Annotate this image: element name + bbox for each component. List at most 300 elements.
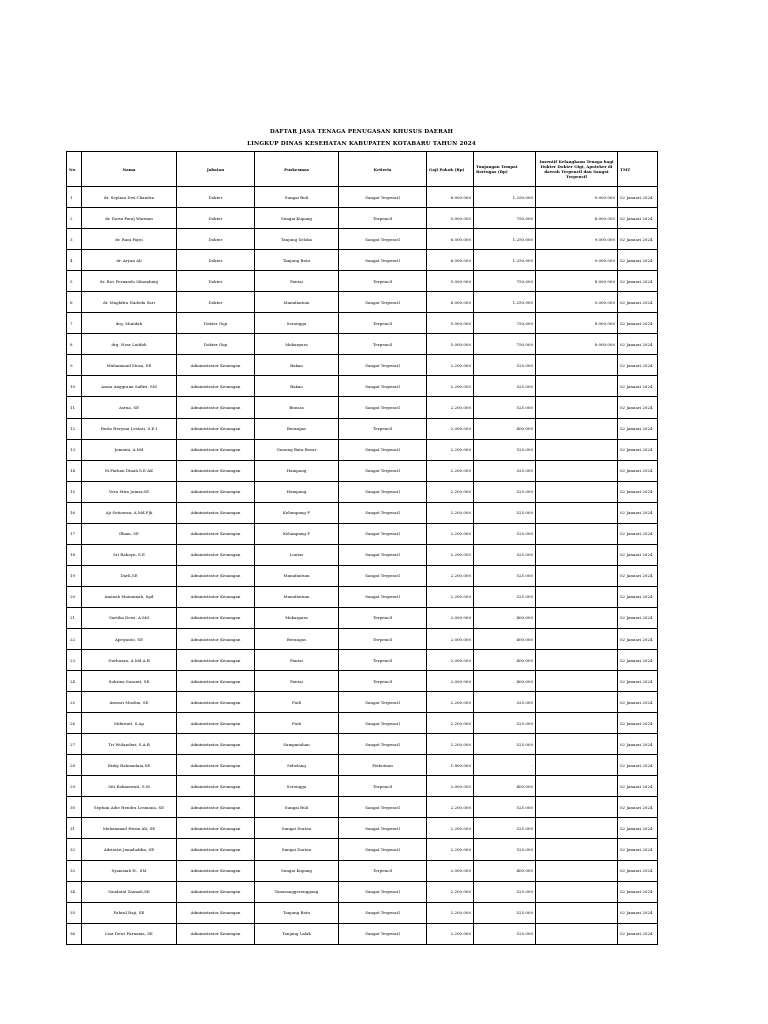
cell-no: 29: [67, 776, 82, 797]
cell-puskesmas: Tanasanggerenggang: [255, 881, 339, 902]
cell-tmt: 02 Januari 2024: [618, 502, 658, 523]
cell-puskesmas: Mekarpura: [255, 334, 339, 355]
cell-nama: Anwari Muslim, SE: [82, 692, 177, 713]
cell-jabatan: Dokter: [177, 229, 255, 250]
cell-tmt: 02 Januari 2024: [618, 797, 658, 818]
table-row: [67, 460, 658, 481]
cell-insentif: [536, 544, 618, 565]
cell-jabatan: Administrator Keuangan: [177, 818, 255, 839]
cell-nama: dr. Septian Dwi Chandra: [82, 187, 177, 208]
cell-no: 5: [67, 271, 82, 292]
cell-tmt: 02 Januari 2024: [618, 692, 658, 713]
cell-gaji: 2.000.000: [427, 671, 474, 692]
cell-puskesmas: Kelumpang P: [255, 523, 339, 544]
cell-jabatan: Administrator Keuangan: [177, 481, 255, 502]
cell-gaji: 2.000.000: [427, 776, 474, 797]
title-line-2: LINGKUP DINAS KESEHATAN KABUPATEN KOTABARU TAHUN 2024: [247, 141, 476, 147]
cell-no: 34: [67, 881, 82, 902]
cell-nama: Fahrul Raji, SE: [82, 902, 177, 923]
cell-tunjangan: 400.000: [474, 418, 536, 439]
cell-gaji: 2.200.000: [427, 376, 474, 397]
cell-no: 2: [67, 208, 82, 229]
cell-insentif: [536, 776, 618, 797]
cell-gaji: 2.200.000: [427, 818, 474, 839]
cell-nama: Jumaini, A.Md: [82, 439, 177, 460]
cell-jabatan: Administrator Keuangan: [177, 439, 255, 460]
cell-gaji: 2.200.000: [427, 713, 474, 734]
cell-insentif: [536, 460, 618, 481]
table-row: [67, 376, 658, 397]
cell-tunjangan: -: [474, 755, 536, 776]
cell-jabatan: Dokter: [177, 208, 255, 229]
cell-tmt: 02 Januari 2024: [618, 776, 658, 797]
cell-tunjangan: 525.000: [474, 839, 536, 860]
cell-puskesmas: Serongga: [255, 313, 339, 334]
table-row: [67, 502, 658, 523]
cell-insentif: [536, 755, 618, 776]
cell-tunjangan: 750.000: [474, 271, 536, 292]
table-row: [67, 271, 658, 292]
cell-insentif: [536, 839, 618, 860]
personnel-table: [66, 151, 658, 945]
cell-kriteria: Terpencil: [339, 776, 427, 797]
cell-gaji: 2.000.000: [427, 418, 474, 439]
cell-tunjangan: 1.250.000: [474, 292, 536, 313]
cell-nama: Rizky Rahmadani,SE: [82, 755, 177, 776]
cell-nama: drg. Nasr Latifah: [82, 334, 177, 355]
cell-insentif: [536, 692, 618, 713]
cell-jabatan: Administrator Keuangan: [177, 713, 255, 734]
cell-tmt: 02 Januari 2024: [618, 460, 658, 481]
table-row: [67, 586, 658, 607]
cell-puskesmas: Manufantum: [255, 292, 339, 313]
cell-tmt: 02 Januari 2024: [618, 208, 658, 229]
cell-tunjangan: 750.000: [474, 313, 536, 334]
cell-insentif: 9.000.000: [536, 187, 618, 208]
cell-no: 1: [67, 187, 82, 208]
cell-gaji: 5.000.000: [427, 313, 474, 334]
table-row: [67, 544, 658, 565]
cell-no: 15: [67, 481, 82, 502]
cell-tmt: 02 Januari 2024: [618, 376, 658, 397]
cell-gaji: 5.000.000: [427, 334, 474, 355]
cell-nama: Apriyanto, SE: [82, 628, 177, 649]
cell-kriteria: Sangat Terpencil: [339, 292, 427, 313]
cell-kriteria: Sangat Terpencil: [339, 839, 427, 860]
header-jabatan: Jabatan: [177, 152, 255, 187]
cell-nama: Norhasan, A.Md.A.B: [82, 650, 177, 671]
cell-puskesmas: Hampang: [255, 460, 339, 481]
cell-nama: drg. Munifah: [82, 313, 177, 334]
cell-puskesmas: Gunung Batu Besar: [255, 439, 339, 460]
cell-tmt: 02 Januari 2024: [618, 187, 658, 208]
cell-gaji: 5.000.000: [427, 208, 474, 229]
cell-insentif: 9.000.000: [536, 229, 618, 250]
cell-puskesmas: Pantai: [255, 671, 339, 692]
header-puskesmas: Puskesmas: [255, 152, 339, 187]
cell-kriteria: Sangat Terpencil: [339, 523, 427, 544]
cell-nama: dr. Rici Fernando Sihombing: [82, 271, 177, 292]
cell-jabatan: Administrator Keuangan: [177, 797, 255, 818]
cell-insentif: [536, 397, 618, 418]
cell-insentif: [536, 565, 618, 586]
table-row: [67, 839, 658, 860]
table-row: [67, 481, 658, 502]
cell-tmt: 02 Januari 2024: [618, 292, 658, 313]
cell-jabatan: Administrator Keuangan: [177, 923, 255, 944]
cell-gaji: 2.000.000: [427, 860, 474, 881]
table-row: [67, 755, 658, 776]
cell-no: 17: [67, 523, 82, 544]
header-gaji: Gaji Pokok (Rp): [427, 152, 474, 187]
cell-nama: Asrua, SE: [82, 397, 177, 418]
cell-puskesmas: Manufantum: [255, 565, 339, 586]
table-row: [67, 313, 658, 334]
cell-gaji: 2.200.000: [427, 439, 474, 460]
cell-no: 31: [67, 818, 82, 839]
cell-puskesmas: Tanjung Batu: [255, 902, 339, 923]
cell-insentif: [536, 923, 618, 944]
cell-puskesmas: Sungai Durian: [255, 839, 339, 860]
cell-puskesmas: Sungai Buli: [255, 187, 339, 208]
cell-nama: Sartika Dewi, A.Md: [82, 607, 177, 628]
cell-no: 36: [67, 923, 82, 944]
cell-kriteria: Terpencil: [339, 418, 427, 439]
cell-kriteria: Terpencil: [339, 607, 427, 628]
cell-no: 13: [67, 439, 82, 460]
cell-kriteria: Sangat Terpencil: [339, 713, 427, 734]
table-row: [67, 565, 658, 586]
table-row: [67, 818, 658, 839]
table-row: [67, 713, 658, 734]
cell-insentif: [536, 734, 618, 755]
cell-kriteria: Sangat Terpencil: [339, 923, 427, 944]
cell-tunjangan: 525.000: [474, 797, 536, 818]
cell-kriteria: Terpencil: [339, 334, 427, 355]
cell-tmt: 02 Januari 2024: [618, 607, 658, 628]
cell-kriteria: Sangat Terpencil: [339, 502, 427, 523]
cell-no: 26: [67, 713, 82, 734]
cell-tunjangan: 525.000: [474, 502, 536, 523]
cell-nama: Syamsiah H., SM: [82, 860, 177, 881]
cell-no: 27: [67, 734, 82, 755]
cell-no: 10: [67, 376, 82, 397]
cell-jabatan: Dokter Gigi: [177, 334, 255, 355]
cell-puskesmas: Bakau: [255, 376, 339, 397]
cell-puskesmas: Serongga: [255, 776, 339, 797]
cell-no: 9: [67, 355, 82, 376]
cell-puskesmas: Kelumpang P: [255, 502, 339, 523]
cell-puskesmas: Bakau: [255, 355, 339, 376]
cell-tmt: 02 Januari 2024: [618, 902, 658, 923]
table-row: [67, 692, 658, 713]
cell-nama: Aminah Muinainah, Spd: [82, 586, 177, 607]
cell-tmt: 02 Januari 2024: [618, 713, 658, 734]
cell-insentif: [536, 902, 618, 923]
cell-nama: Suhrina Susanti, SE: [82, 671, 177, 692]
cell-puskesmas: Sungai Kupang: [255, 860, 339, 881]
cell-puskesmas: Tanjung Lalak: [255, 923, 339, 944]
header-nama: Nama: [82, 152, 177, 187]
cell-tmt: 02 Januari 2024: [618, 671, 658, 692]
cell-puskesmas: Sungai Kupang: [255, 208, 339, 229]
cell-insentif: [536, 418, 618, 439]
table-row: [67, 292, 658, 313]
cell-insentif: 8.000.000: [536, 334, 618, 355]
cell-tunjangan: 1.250.000: [474, 187, 536, 208]
cell-insentif: [536, 818, 618, 839]
cell-tunjangan: 525.000: [474, 397, 536, 418]
cell-insentif: [536, 502, 618, 523]
table-row: [67, 334, 658, 355]
cell-tmt: 02 Januari 2024: [618, 229, 658, 250]
cell-jabatan: Administrator Keuangan: [177, 502, 255, 523]
cell-tmt: 02 Januari 2024: [618, 565, 658, 586]
cell-jabatan: Dokter: [177, 292, 255, 313]
cell-jabatan: Administrator Keuangan: [177, 397, 255, 418]
cell-no: 19: [67, 565, 82, 586]
cell-jabatan: Administrator Keuangan: [177, 544, 255, 565]
cell-no: 24: [67, 671, 82, 692]
cell-tmt: 02 Januari 2024: [618, 755, 658, 776]
cell-insentif: [536, 628, 618, 649]
cell-tmt: 02 Januari 2024: [618, 313, 658, 334]
title-line-1: DAFTAR JASA TENAGA PENUGASAN KHUSUS DAERAH: [269, 129, 454, 135]
cell-gaji: 5.000.000: [427, 271, 474, 292]
cell-tmt: 02 Januari 2024: [618, 839, 658, 860]
cell-gaji: 2.200.000: [427, 523, 474, 544]
cell-tmt: 02 Januari 2024: [618, 523, 658, 544]
table-row: [67, 860, 658, 881]
cell-insentif: [536, 881, 618, 902]
cell-tunjangan: 400.000: [474, 776, 536, 797]
cell-nama: Muhammad Husin Ali, SE: [82, 818, 177, 839]
cell-no: 21: [67, 607, 82, 628]
cell-insentif: 9.000.000: [536, 292, 618, 313]
table-row: [67, 208, 658, 229]
cell-insentif: [536, 439, 618, 460]
cell-tmt: 02 Januari 2024: [618, 397, 658, 418]
table-row: [67, 250, 658, 271]
cell-kriteria: Sangat Terpencil: [339, 439, 427, 460]
cell-kriteria: Terpencil: [339, 271, 427, 292]
cell-puskesmas: Berangas: [255, 418, 339, 439]
cell-no: 23: [67, 650, 82, 671]
cell-jabatan: Administrator Keuangan: [177, 860, 255, 881]
cell-insentif: [536, 797, 618, 818]
header-kriteria: Kriteria: [339, 152, 427, 187]
cell-insentif: [536, 713, 618, 734]
cell-puskesmas: Manufantum: [255, 586, 339, 607]
cell-insentif: [536, 481, 618, 502]
cell-no: 12: [67, 418, 82, 439]
cell-gaji: 2.200.000: [427, 923, 474, 944]
cell-tmt: 02 Januari 2024: [618, 250, 658, 271]
cell-kriteria: Sangat Terpencil: [339, 397, 427, 418]
cell-nama: Asma Anggraini Safitri, SM: [82, 376, 177, 397]
cell-kriteria: Sangat Terpencil: [339, 881, 427, 902]
cell-tunjangan: 400.000: [474, 860, 536, 881]
cell-tunjangan: 1.250.000: [474, 229, 536, 250]
cell-tmt: 02 Januari 2024: [618, 628, 658, 649]
cell-insentif: [536, 355, 618, 376]
table-row: [67, 397, 658, 418]
cell-jabatan: Administrator Keuangan: [177, 355, 255, 376]
cell-tmt: 02 Januari 2024: [618, 439, 658, 460]
cell-no: 22: [67, 628, 82, 649]
cell-gaji: 2.200.000: [427, 460, 474, 481]
cell-puskesmas: Pudi: [255, 692, 339, 713]
cell-gaji: 6.000.000: [427, 229, 474, 250]
cell-tunjangan: 525.000: [474, 586, 536, 607]
cell-tunjangan: 400.000: [474, 671, 536, 692]
cell-nama: dr. Maghfira Nadeda Sari: [82, 292, 177, 313]
cell-gaji: 2.200.000: [427, 397, 474, 418]
cell-insentif: [536, 376, 618, 397]
cell-no: 7: [67, 313, 82, 334]
cell-gaji: 2.200.000: [427, 565, 474, 586]
cell-puskesmas: Sampanahan: [255, 734, 339, 755]
cell-nama: Vera Mira Jumar,SE: [82, 481, 177, 502]
cell-puskesmas: Tanjung Batu: [255, 250, 339, 271]
header-no: No: [67, 152, 82, 187]
cell-gaji: 2.200.000: [427, 586, 474, 607]
cell-insentif: [536, 586, 618, 607]
cell-kriteria: Sangat Terpencil: [339, 355, 427, 376]
cell-nama: Lisa Dewi Purnama, SE: [82, 923, 177, 944]
cell-tunjangan: 525.000: [474, 713, 536, 734]
cell-tunjangan: 525.000: [474, 355, 536, 376]
cell-nama: Tri Wulandari, S.A.B: [82, 734, 177, 755]
header-insentif: Insentif Kelangkaan Tenaga bagi Dokter Dokter Gigi, Apoteker di daerah Terpencil dan Sangat Terpencil: [536, 152, 618, 187]
cell-nama: dr. Dorin Paraj Warman: [82, 208, 177, 229]
cell-insentif: 9.000.000: [536, 250, 618, 271]
cell-nama: Ilham, SE: [82, 523, 177, 544]
cell-no: 14: [67, 460, 82, 481]
cell-nama: Adriastri Jamaluddin, SE: [82, 839, 177, 860]
cell-puskesmas: Tanjung Seloka: [255, 229, 339, 250]
cell-no: 30: [67, 797, 82, 818]
cell-gaji: 2.200.000: [427, 481, 474, 502]
cell-nama: M.Farhan Dinah,S.E.AK: [82, 460, 177, 481]
cell-tunjangan: 400.000: [474, 607, 536, 628]
cell-no: 25: [67, 692, 82, 713]
cell-puskesmas: Pantai: [255, 650, 339, 671]
cell-jabatan: Administrator Keuangan: [177, 776, 255, 797]
cell-tunjangan: 525.000: [474, 439, 536, 460]
cell-kriteria: Sangat Terpencil: [339, 376, 427, 397]
cell-kriteria: Sangat Terpencil: [339, 460, 427, 481]
cell-kriteria: Sangat Terpencil: [339, 902, 427, 923]
cell-puskesmas: Sungai Durian: [255, 818, 339, 839]
cell-kriteria: Sangat Terpencil: [339, 797, 427, 818]
cell-puskesmas: Mekarpura: [255, 607, 339, 628]
cell-jabatan: Administrator Keuangan: [177, 881, 255, 902]
table-row: [67, 902, 658, 923]
cell-tunjangan: 525.000: [474, 523, 536, 544]
cell-gaji: 2.200.000: [427, 544, 474, 565]
cell-jabatan: Administrator Keuangan: [177, 755, 255, 776]
cell-tunjangan: 750.000: [474, 334, 536, 355]
cell-nama: Aji Setiawan, A.Md.Fjk: [82, 502, 177, 523]
cell-gaji: 6.000.000: [427, 187, 474, 208]
cell-puskesmas: Berangas: [255, 628, 339, 649]
cell-kriteria: Sangat Terpencil: [339, 565, 427, 586]
cell-tunjangan: 1.250.000: [474, 250, 536, 271]
document-title: [66, 126, 657, 150]
table-row: [67, 797, 658, 818]
cell-jabatan: Administrator Keuangan: [177, 692, 255, 713]
cell-tmt: 02 Januari 2024: [618, 923, 658, 944]
cell-gaji: 2.200.000: [427, 692, 474, 713]
cell-gaji: 2.000.000: [427, 650, 474, 671]
cell-tmt: 02 Januari 2024: [618, 355, 658, 376]
cell-puskesmas: Hampang: [255, 481, 339, 502]
cell-tmt: 02 Januari 2024: [618, 650, 658, 671]
cell-tmt: 02 Januari 2024: [618, 881, 658, 902]
cell-gaji: 2.000.000: [427, 628, 474, 649]
cell-kriteria: Terpencil: [339, 313, 427, 334]
cell-insentif: 8.000.000: [536, 208, 618, 229]
header-tunjangan: Tunjangan Tempat Bertugas (Rp): [474, 152, 536, 187]
cell-jabatan: Administrator Keuangan: [177, 839, 255, 860]
table-row: [67, 523, 658, 544]
cell-tmt: 02 Januari 2024: [618, 544, 658, 565]
cell-nama: Mifawati, S.Ap: [82, 713, 177, 734]
cell-jabatan: Dokter: [177, 271, 255, 292]
cell-kriteria: Terpencil: [339, 650, 427, 671]
cell-kriteria: Terpencil: [339, 628, 427, 649]
cell-nama: Septian Adie Hendra Lesmana, SE: [82, 797, 177, 818]
cell-insentif: 8.000.000: [536, 271, 618, 292]
cell-gaji: 6.000.000: [427, 250, 474, 271]
cell-insentif: [536, 671, 618, 692]
cell-insentif: [536, 523, 618, 544]
cell-puskesmas: Lontar: [255, 544, 339, 565]
cell-jabatan: Administrator Keuangan: [177, 376, 255, 397]
cell-jabatan: Administrator Keuangan: [177, 460, 255, 481]
cell-no: 11: [67, 397, 82, 418]
table-row: [67, 229, 658, 250]
cell-jabatan: Administrator Keuangan: [177, 565, 255, 586]
table-row: [67, 628, 658, 649]
cell-nama: dr. Rani Pajro: [82, 229, 177, 250]
cell-tmt: 02 Januari 2024: [618, 860, 658, 881]
cell-nama: dr. Aryan Ali: [82, 250, 177, 271]
cell-kriteria: Terpencil: [339, 671, 427, 692]
cell-tmt: 02 Januari 2024: [618, 334, 658, 355]
cell-puskesmas: Bunsas: [255, 397, 339, 418]
table-header: [67, 152, 658, 187]
cell-gaji: 1.800.000: [427, 755, 474, 776]
cell-kriteria: Sangat Terpencil: [339, 586, 427, 607]
cell-gaji: 2.000.000: [427, 607, 474, 628]
cell-jabatan: Administrator Keuangan: [177, 607, 255, 628]
cell-tunjangan: 525.000: [474, 818, 536, 839]
cell-jabatan: Administrator Keuangan: [177, 523, 255, 544]
cell-tmt: 02 Januari 2024: [618, 481, 658, 502]
cell-gaji: 2.200.000: [427, 881, 474, 902]
cell-tunjangan: 525.000: [474, 902, 536, 923]
cell-gaji: 2.200.000: [427, 502, 474, 523]
cell-tmt: 02 Januari 2024: [618, 586, 658, 607]
cell-insentif: 8.000.000: [536, 313, 618, 334]
cell-no: 6: [67, 292, 82, 313]
cell-no: 16: [67, 502, 82, 523]
cell-insentif: [536, 607, 618, 628]
cell-jabatan: Dokter: [177, 250, 255, 271]
cell-tunjangan: 525.000: [474, 460, 536, 481]
